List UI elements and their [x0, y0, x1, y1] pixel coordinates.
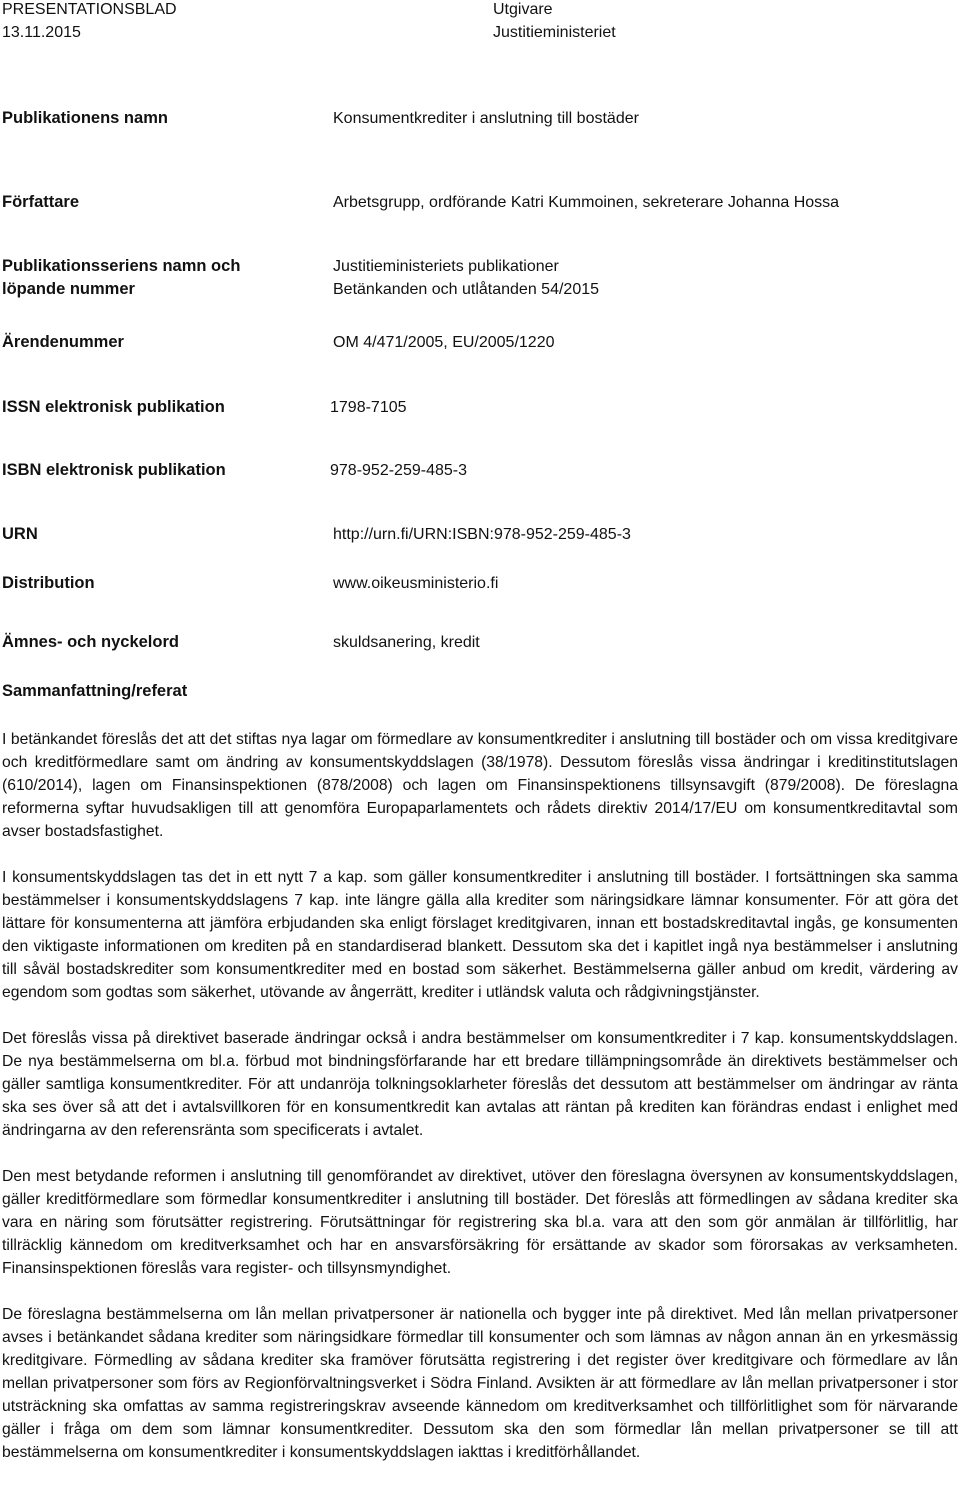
summary-paragraph: Den mest betydande reformen i anslutning till genomförandet av direktivet, utöver den föreslagna översynen av konsumentskyddslagen, gäller kreditförmedlare som förmedlar konsumentkrediter i anslutning till bostäder. Det föreslås att förmedlingen av sådana krediter ska vara en näring som förutsätter registrering. Förutsättningar för registrering ska bl.a. vara att den som gör anmälan är tillförlitlig, har tillräcklig kännedom om kreditverksamhet och har en ansvarsförsäkring för ersättande av skador som förorsakas av verksamheten. Finansinspektionen föreslås vara register- och tillsynsmyndighet. — [2, 1168, 958, 1277]
series-label — [2, 255, 240, 301]
publisher-name: Justitieministeriet — [493, 24, 616, 41]
series-value — [333, 255, 599, 301]
title-label: Publikationens namn — [2, 109, 168, 127]
header-right — [493, 0, 616, 44]
isbn-value: 978-952-259-485-3 — [330, 462, 467, 479]
title-value: Konsumentkrediter i anslutning till bostäder — [333, 110, 639, 127]
series-value-line2: Betänkanden och utlåtanden 54/2015 — [333, 281, 600, 298]
keywords-label: Ämnes- och nyckelord — [2, 633, 179, 651]
summary-paragraph: De föreslagna bestämmelserna om lån mellan privatpersoner är nationella och bygger inte på direktivet. Med lån mellan privatpersoner avses i betänkandet sådana krediter som näringsidkare förmedlar till konsumenter och som lämnas av någon annan än en yrkesmässig kreditgivare. Förmedling av sådana krediter ska framöver förutsätta registrering i det register över kreditgivare och förmedlare av lån mellan privatpersoner som förs av Regionförvaltningsverket i Södra Finland. Avsikten är att förmedlare av lån mellan privatpersoner i stor utsträckning ska omfattas av samma registreringskrav avseende kännedom om kreditverksamhet och tillförlitlighet som för närvarande gäller i fråga om dem som lämnar konsumentkrediter. Dessutom ska den som förmedlar lån mellan privatpersoner se till att bestämmelserna om konsumentkrediter i konsumentskyddslagen iakttas i kreditförhållandet. — [2, 1306, 958, 1461]
issn-label: ISSN elektronisk publikation — [2, 398, 225, 416]
summary-title: Sammanfattning/referat — [2, 682, 188, 700]
author-value: Arbetsgrupp, ordförande Katri Kummoinen, sekreterare Johanna Hossa — [333, 194, 840, 211]
header-left — [2, 0, 177, 44]
summary-paragraph: Det föreslås vissa på direktivet baserade ändringar också i andra bestämmelser om konsumentkrediter i 7 kap. konsumentskyddslagen. De nya bestämmelserna om bl.a. förbud mot bindningsförfarande har ett bredare tillämpningsområde än direktivets bestämmelser och gäller samtliga konsumentkrediter. För att undanröja tolkningsoklarheter föreslås det dessutom att bestämmelser om ändringar av ränta ska ses över så att det i avtalsvillkoren för en konsumentkredit kan avtalas att räntan på krediten kan förändras endast i enlighet med ändringarna av den referensränta som specificerats i avtalet. — [2, 1030, 958, 1139]
summary-paragraph: I betänkandet föreslås det att det stiftas nya lagar om förmedlare av konsumentkrediter i anslutning till bostäder och om vissa kreditgivare och kreditförmedlare samt om ändring av konsumentskyddslagen (38/1978). Dessutom föreslås vissa ändringar i kreditinstitutslagen (610/2014), lagen om Finansinspektionen (878/2008) och lagen om Finansinspektionens tillsynsavgift (879/2008). De föreslagna reformerna syftar huvudsakligen till att genomföra Europaparlamentets och rådets direktiv 2014/17/EU om konsumentkreditavtal som avser bostadsfastighet. — [2, 731, 958, 840]
summary-paragraph: I konsumentskyddslagen tas det in ett nytt 7 a kap. som gäller konsumentkrediter i anslutning till bostäder. I fortsättningen ska samma bestämmelser i konsumentskyddslagens 7 kap. inte längre gälla alla krediter som näringsidkare lämnar konsumenter. För att göra det lättare för konsumenterna att jämföra erbjudanden ska enligt förslaget kreditgivaren, innan ett bostadskreditavtal ingås, ge konsumenten den viktigaste informationen om krediten på en standardiserad blankett. Dessutom ska det i kapitlet ingå nya bestämmelser i anslutning till såväl bostadskrediter som konsumentkrediter med en bostad som säkerhet. Bestämmelserna gäller anbud om kredit, värdering av egendom som godtas som säkerhet, utövande av ångerrätt, krediter i utländsk valuta och rådgivningstjänster. — [2, 869, 958, 1001]
distribution-label: Distribution — [2, 574, 95, 592]
summary-text — [2, 728, 958, 1487]
document-date: 13.11.2015 — [2, 24, 81, 41]
series-value-line1: Justitieministeriets publikationer — [333, 258, 559, 275]
isbn-label: ISBN elektronisk publikation — [2, 461, 226, 479]
author-label: Författare — [2, 193, 80, 211]
urn-value[interactable]: http://urn.fi/URN:ISBN:978-952-259-485-3 — [333, 526, 631, 543]
series-label-line2: löpande nummer — [2, 280, 135, 298]
case-value: OM 4/471/2005, EU/2005/1220 — [333, 334, 555, 351]
publisher-label: Utgivare — [493, 1, 553, 18]
urn-label: URN — [2, 525, 38, 543]
series-label-line1: Publikationsseriens namn och — [2, 257, 241, 275]
document-type: PRESENTATIONSBLAD — [2, 1, 177, 18]
keywords-value: skuldsanering, kredit — [333, 634, 480, 651]
issn-value: 1798-7105 — [330, 399, 407, 416]
distribution-value[interactable]: www.oikeusministerio.fi — [333, 575, 499, 592]
case-label: Ärendenummer — [2, 333, 124, 351]
